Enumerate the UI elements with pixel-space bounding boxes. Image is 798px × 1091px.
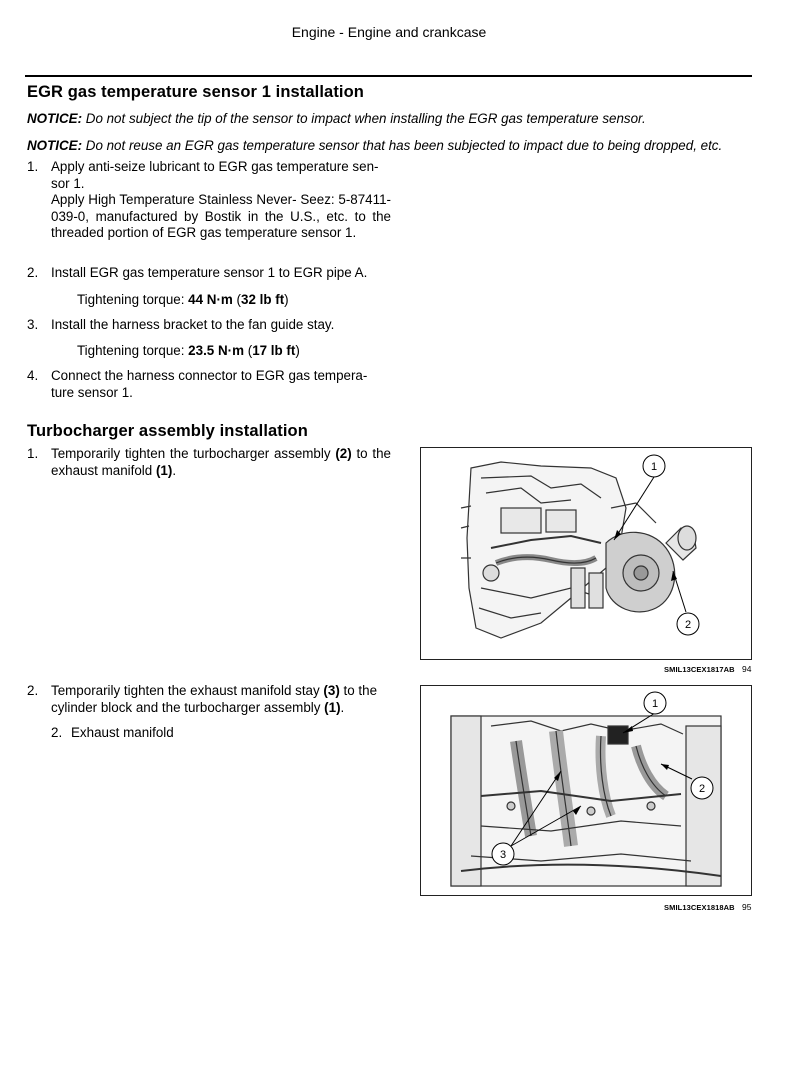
paren-close: ) xyxy=(284,292,289,307)
paren-open: ( xyxy=(244,343,253,358)
step-number: 1. xyxy=(27,446,39,461)
step-text: Temporarily tighten the exhaust manifold stay xyxy=(51,683,324,698)
step-number: 3. xyxy=(27,317,39,332)
paren-open: ( xyxy=(232,292,242,307)
torque-label: Tightening torque: xyxy=(77,292,189,307)
callout-number: 1 xyxy=(650,461,658,473)
step-number: 1. xyxy=(27,159,39,174)
step-text: . xyxy=(340,699,345,715)
step-text-line: Connect the harness connector to EGR gas tempera- xyxy=(51,368,368,383)
notice-label: NOTICE: xyxy=(27,111,83,126)
section-title-turbo: Turbocharger assembly installation xyxy=(27,422,308,440)
torque-label: Tightening torque: xyxy=(77,343,189,358)
egr-step-1 xyxy=(27,159,391,259)
engine-illustration xyxy=(421,448,751,659)
legend-text: Exhaust manifold xyxy=(71,725,174,740)
ref-callout: (1) xyxy=(155,462,173,478)
section-title-egr: EGR gas temperature sensor 1 installation xyxy=(27,83,364,101)
notice-1 xyxy=(27,111,646,126)
callout-number: 1 xyxy=(651,698,659,710)
step-text: to the exhaust manifold xyxy=(51,446,391,478)
figure-turbocharger xyxy=(420,447,752,660)
callout-number: 3 xyxy=(499,849,507,861)
page-header: Engine - Engine and crankcase xyxy=(291,24,487,40)
step-text: to the cylinder block and the turbocharger assembly xyxy=(51,683,378,715)
figure-number: 95 xyxy=(742,902,752,912)
callout-number: 2 xyxy=(698,783,706,795)
legend-item xyxy=(51,725,251,743)
legend-number: 2. xyxy=(51,725,63,740)
step-text-line: ture sensor 1. xyxy=(51,384,133,400)
egr-step-4 xyxy=(27,368,391,402)
callout-number: 2 xyxy=(684,619,692,631)
egr-step-3 xyxy=(27,317,391,335)
figure-exhaust-manifold xyxy=(420,685,752,896)
notice-2 xyxy=(27,138,722,153)
step-instruction: Apply High Temperature Stainless Never- Seez: 5-87411- 039-0, manufactured by Bostik in the U.S., etc. to the threaded portion of EGR gas temperature sensor 1. xyxy=(51,192,391,241)
figure-caption-code: SMIL13CEX1818AB xyxy=(664,903,735,912)
turbo-step-1 xyxy=(27,446,391,480)
egr-step-2 xyxy=(27,265,391,283)
torque-spec-2 xyxy=(77,343,300,358)
turbo-step-2 xyxy=(27,683,391,717)
step-number: 2. xyxy=(27,683,39,698)
step-text-line: sor 1. xyxy=(51,175,85,191)
step-text: . xyxy=(172,462,177,478)
header-divider xyxy=(25,75,752,77)
step-text: Temporarily tighten the turbocharger assembly xyxy=(51,446,336,461)
step-number: 2. xyxy=(27,265,39,280)
torque-spec-1 xyxy=(77,292,289,307)
step-text-line: Apply anti-seize lubricant to EGR gas temperature sen- xyxy=(51,159,379,174)
ref-callout: (1) xyxy=(324,699,341,715)
figure-number: 94 xyxy=(742,664,752,674)
step-text: Install the harness bracket to the fan guide stay. xyxy=(51,317,335,332)
ref-callout: (3) xyxy=(323,683,340,698)
notice-text: Do not reuse an EGR gas temperature sensor that has been subjected to impact due to being dropped, etc. xyxy=(82,138,723,153)
paren-close: ) xyxy=(295,343,300,358)
notice-label: NOTICE: xyxy=(27,138,83,153)
notice-text: Do not subject the tip of the sensor to impact when installing the EGR gas temperature sensor. xyxy=(82,111,646,126)
ref-callout: (2) xyxy=(335,446,352,461)
torque-imperial: 17 lb ft xyxy=(252,343,296,358)
engine-illustration xyxy=(421,686,751,895)
torque-imperial: 32 lb ft xyxy=(241,292,285,307)
torque-metric: 23.5 N·m xyxy=(188,343,244,358)
step-number: 4. xyxy=(27,368,39,383)
step-text: Install EGR gas temperature sensor 1 to EGR pipe A. xyxy=(51,265,368,280)
figure-caption-code: SMIL13CEX1817AB xyxy=(664,665,735,674)
torque-metric: 44 N·m xyxy=(188,292,233,307)
